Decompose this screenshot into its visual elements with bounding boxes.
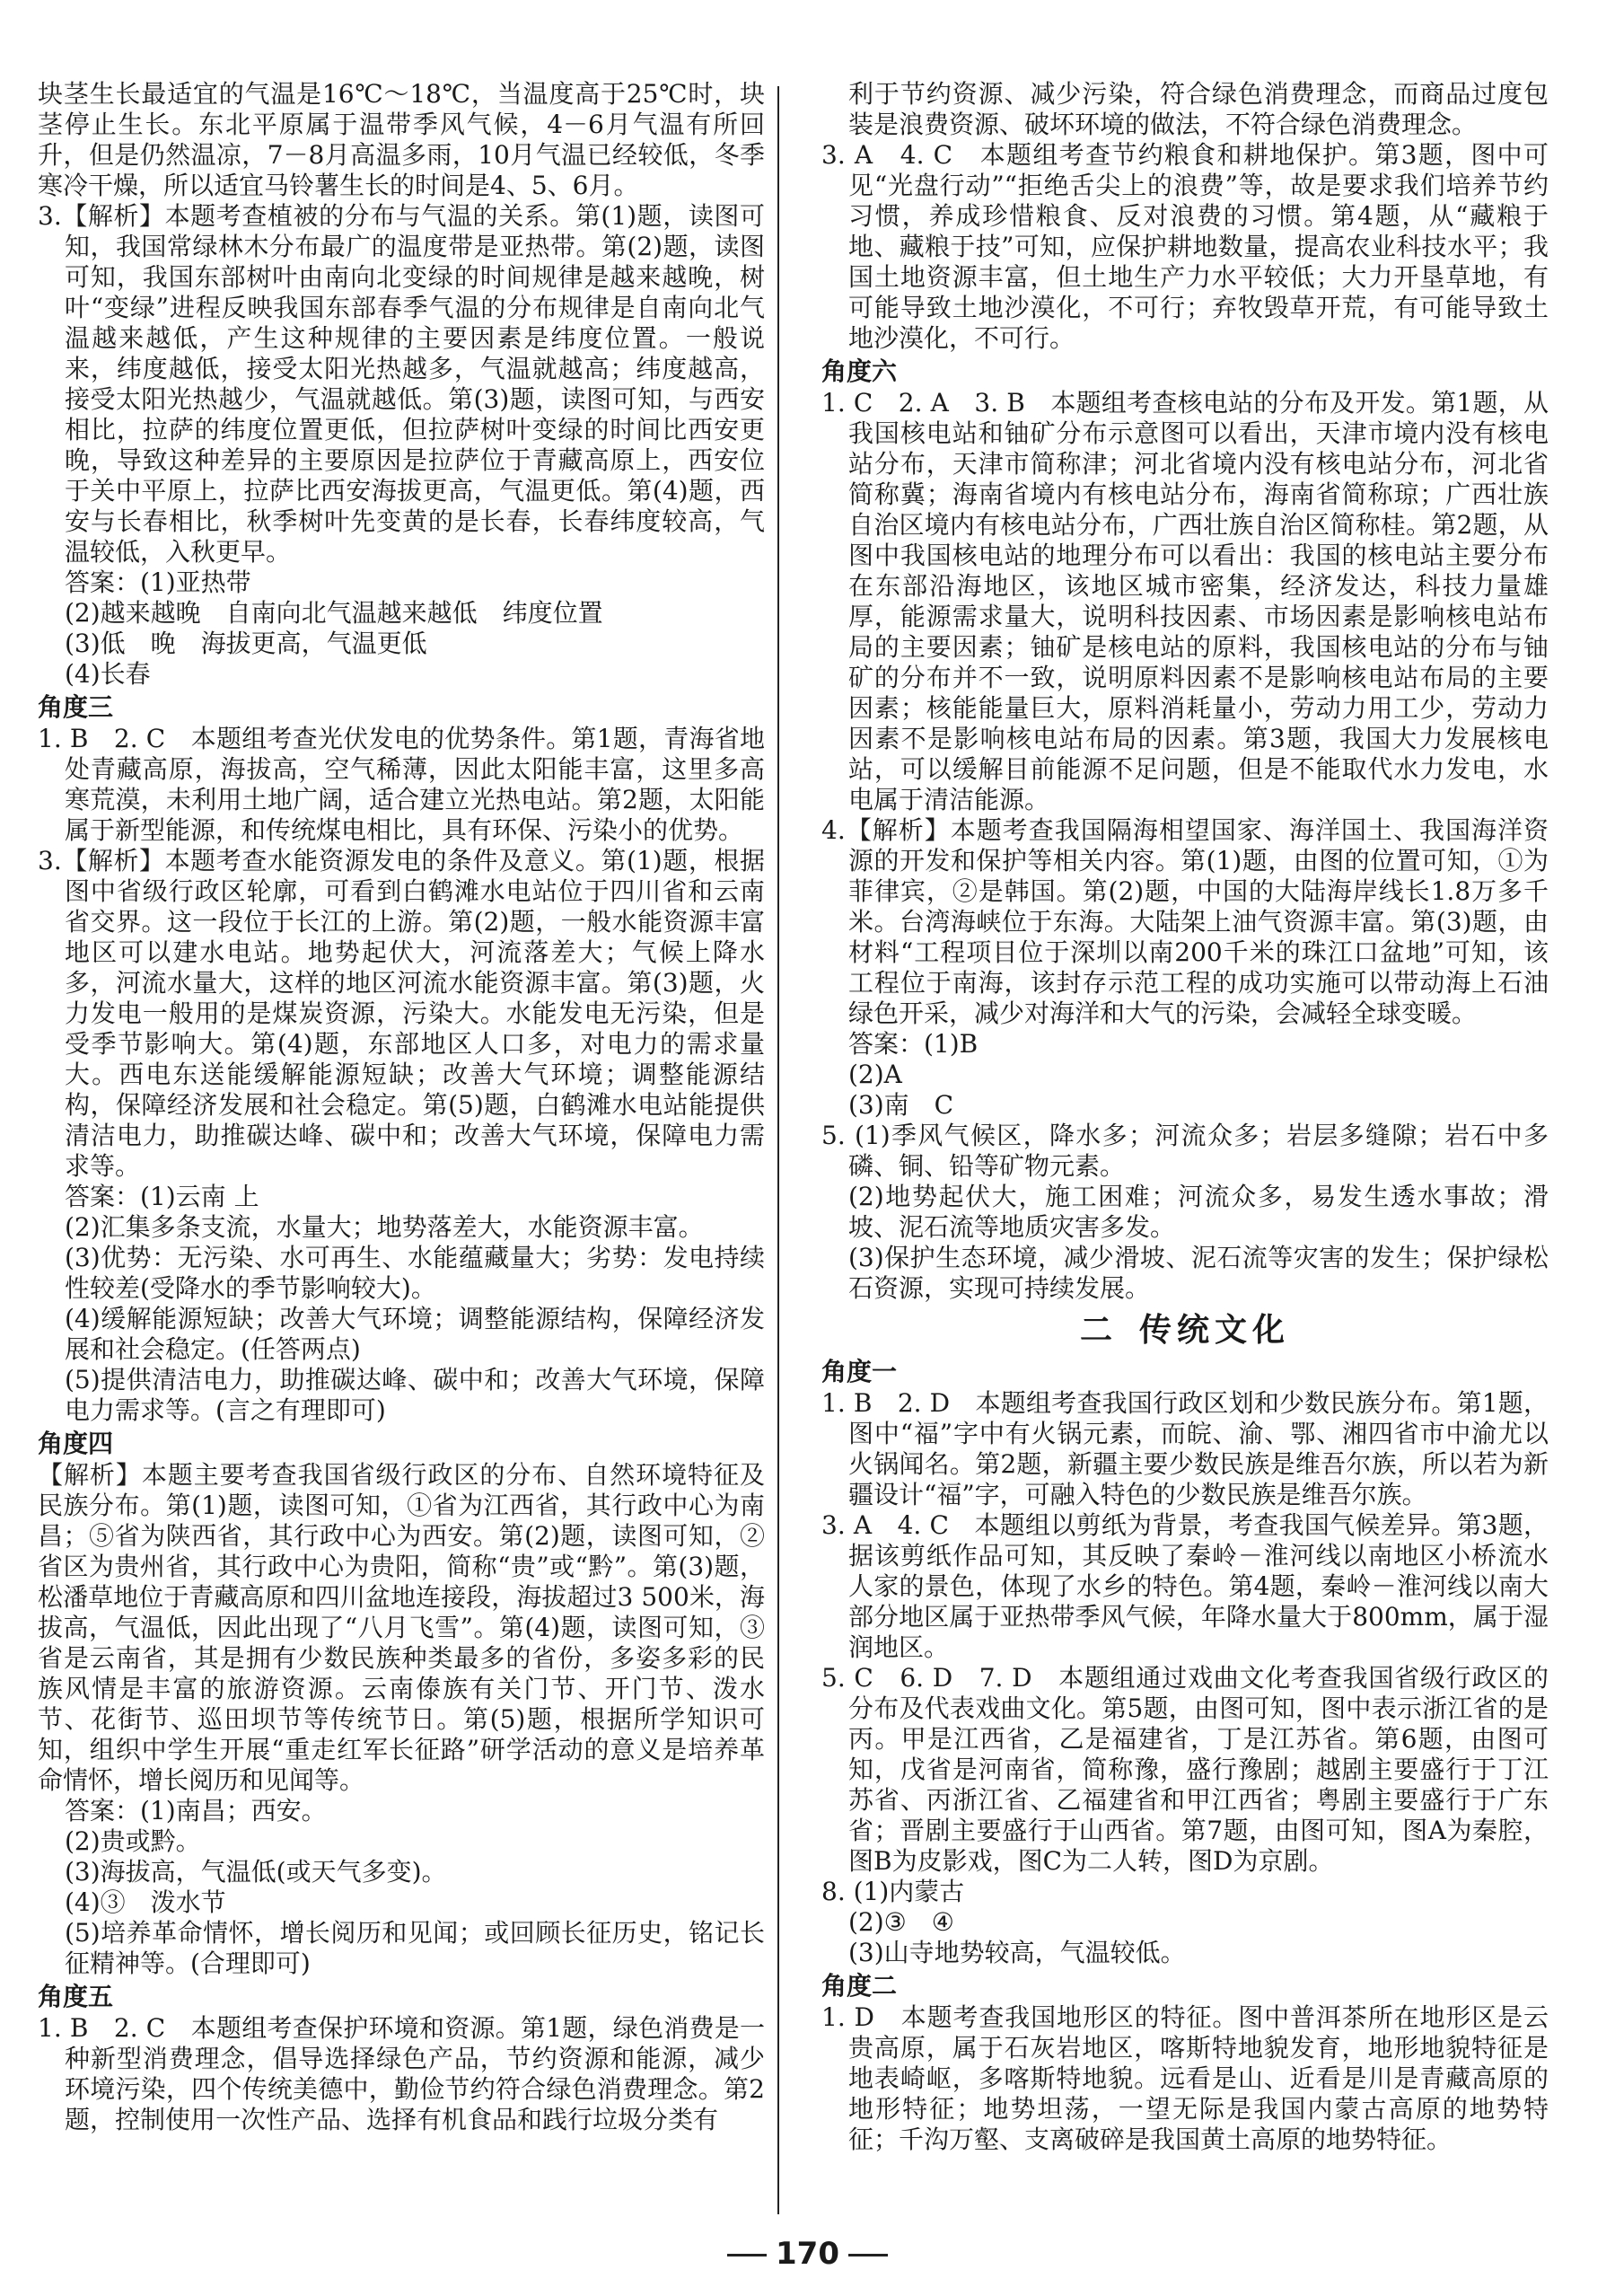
section-heading: 角度六 [821,356,898,386]
text-paragraph: 3. A 4. C 本题组以剪纸为背景，考查我国气候差异。第3题，据该剪纸作品可知，其反映了秦岭－淮河线以南地区小桥流水人家的景色，体现了水乡的特色。第4题，秦岭－淮河线以南大部分地区属于亚热带季风气候，年降水量大于800mm，属于湿润地区。 [821,1510,1549,1662]
text-paragraph: 3.【解析】本题考查植被的分布与气温的关系。第(1)题，读图可知，我国常绿林木分布最广的温度带是亚热带。第(2)题，读图可知，我国东部树叶由南向北变绿的时间规律是越来越晚，树叶“变绿”进程反映我国东部春季气温的分布规律是自南向北气温越来越低，产生这种规律的主要因素是纬度位置。一般说来，纬度越低，接受太阳光热越多，气温就越高；纬度越高，接受太阳光热越少，气温就越低。第(3)题，读图可知，与西安相比，拉萨的纬度位置更低，但拉萨树叶变绿的时间比西安更晚，导致这种差异的主要原因是拉萨位于青藏高原上，西安位于关中平原上，拉萨比西安海拔更高，气温更低。第(4)题，西安与长春相比，秋季树叶先变黄的是长春，长春纬度较高，气温较低，入秋更早。 [38,201,765,567]
text-paragraph: 5. C 6. D 7. D 本题组通过戏曲文化考查我国省级行政区的分布及代表戏曲文化。第5题，由图可知，图中表示浙江省的是丙。甲是江西省，乙是福建省，丁是江苏省。第6题，由图可知，戊省是河南省，简称豫，盛行豫剧；越剧主要盛行于丁江苏省、丙浙江省、乙福建省和甲江西省；粤剧主要盛行于广东省；晋剧主要盛行于山西省。第7题，由图可知，图A为秦腔，图B为皮影戏，图C为二人转，图D为京剧。 [821,1663,1549,1876]
text-paragraph: (2)越来越晚 自南向北气温越来越低 纬度位置 [65,598,603,628]
text-paragraph: 3.【解析】本题考查水能资源发电的条件及意义。第(1)题，根据图中省级行政区轮廓，可看到白鹤滩水电站位于四川省和云南省交界。这一段位于长江的上游。第(2)题，一般水能资源丰富地区可以建水电站。地势起伏大，河流落差大；气候上降水多，河流水量大，这样的地区河流水能资源丰富。第(3)题，火力发电一般用的是煤炭资源，污染大。水能发电无污染，但是受季节影响大。第(4)题，东部地区人口多，对电力的需求量大。西电东送能缓解能源短缺；改善大气环境；调整能源结构，保障经济发展和社会稳定。第(5)题，白鹤滩水电站能提供清洁电力，助推碳达峰、碳中和；改善大气环境，保障电力需求等。 [38,846,765,1181]
text-paragraph: 8. (1)内蒙古 [821,1877,965,1906]
text-paragraph: (3)海拔高，气温低(或天气多变)。 [65,1857,447,1887]
right-block-a [821,79,1549,1304]
text-paragraph: (2)贵或黔。 [65,1826,201,1856]
text-paragraph: (3)优势：无污染、水可再生、水能蕴藏量大；劣势：发电持续性较差(受降水的季节影响较大)。 [65,1243,765,1303]
text-paragraph: 答案：(1)B [848,1029,979,1059]
section-heading: 角度二 [821,1971,898,2001]
text-paragraph: (4)③ 泼水节 [65,1887,226,1917]
section-heading: 角度三 [38,692,114,722]
text-paragraph: 1. B 2. C 本题组考查保护环境和资源。第1题，绿色消费是一种新型消费理念，倡导选择绿色产品，节约资源和能源，减少环境污染，四个传统美德中，勤俭节约符合绿色消费理念。第2题，控制使用一次性产品、选择有机食品和践行垃圾分类有 [38,2013,765,2134]
chapter-heading [821,1307,1549,1354]
text-paragraph: 答案：(1)南昌；西安。 [65,1796,327,1825]
text-paragraph: 1. D 本题考查我国地形区的特征。图中普洱茶所在地形区是云贵高原，属于石灰岩地区，喀斯特地貌发育，地形地貌特征是地表崎岖，多喀斯特地貌。远看是山、近看是川是青藏高原的地形特征；地势坦荡，一望无际是我国内蒙古高原的地势特征；千沟万壑、支离破碎是我国黄土高原的地势特征。 [821,2002,1549,2154]
section-heading: 角度五 [38,1982,114,2011]
text-paragraph: 1. C 2. A 3. B 本题组考查核电站的分布及开发。第1题，从我国核电站和铀矿分布示意图可以看出，天津市境内没有核电站分布，天津市简称津；河北省境内没有核电站分布，河北省简称冀；海南省境内有核电站分布，海南省简称琼；广西壮族自治区境内有核电站分布，广西壮族自治区简称桂。第2题，从图中我国核电站的地理分布可以看出：我国的核电站主要分布在东部沿海地区，该地区城市密集，经济发达，科技力量雄厚，能源需求量大，说明科技因素、市场因素是影响核电站布局的主要因素；铀矿是核电站的原料，我国核电站的分布与铀矿的分布并不一致，说明原料因素不是影响核电站布局的主要因素；核能能量巨大，原料消耗量小，劳动力用工少，劳动力因素不是影响核电站布局的因素。第3题，我国大力发展核电站，可以缓解目前能源不足问题，但是不能取代水力发电，水电属于清洁能源。 [821,388,1549,814]
text-paragraph: 1. B 2. C 本题组考查光伏发电的优势条件。第1题，青海省地处青藏高原，海拔高，空气稀薄，因此太阳能丰富，这里多高寒荒漠，未利用土地广阔，适合建立光热电站。第2题，太阳能属于新型能源，和传统煤电相比，具有环保、污染小的优势。 [38,724,765,845]
text-paragraph: (2)汇集多条支流，水量大；地势落差大，水能资源丰富。 [65,1212,704,1242]
text-paragraph: (3)山寺地势较高，气温较低。 [848,1938,1186,1967]
section-heading: 角度一 [821,1357,898,1386]
text-paragraph: (4)缓解能源短缺；改善大气环境；调整能源结构，保障经济发展和社会稳定。(任答两点) [65,1304,765,1364]
text-paragraph: 【解析】本题主要考查我国省级行政区的分布、自然环境特征及民族分布。第(1)题，读图可知，①省为江西省，其行政中心为南昌；⑤省为陕西省，其行政中心为西安。第(2)题，读图可知，②省区为贵州省，其行政中心为贵阳，简称“贵”或“黔”。第(3)题，松潘草地位于青藏高原和四川盆地连接段，海拔超过3 500米，海拔高，气温低，因此出现了“八月飞雪”。第(4)题，读图可知，③省是云南省，其是拥有少数民族种类最多的省份，多姿多彩的民族风情是丰富的旅游资源。云南傣族有关门节、开门节、泼水节、花街节、巡田坝节等传统节日。第(5)题，根据所学知识可知，组织中学生开展“重走红军长征路”研学活动的意义是培养革命情怀，增长阅历和见闻等。 [38,1460,765,1795]
text-paragraph: (3)保护生态环境，减少滑坡、泥石流等灾害的发生；保护绿松石资源，实现可持续发展。 [848,1243,1549,1303]
right-column [821,79,1549,2155]
text-paragraph: (3)低 晚 海拔更高，气温更低 [65,629,427,658]
text-paragraph: (2)③ ④ [848,1907,954,1937]
text-paragraph: 答案：(1)云南 上 [65,1182,259,1211]
text-paragraph: 块茎生长最适宜的气温是16℃～18℃，当温度高于25℃时，块茎停止生长。东北平原属于温带季风气候，4－6月气温有所回升，但是仍然温凉，7－8月高温多雨，10月气温已经较低，冬季寒冷干燥，所以适宜马铃薯生长的时间是4、5、6月。 [38,79,765,200]
footer-dash-right [848,2254,888,2256]
chapter-number: 二 [1079,1312,1118,1349]
chapter-title: 传统文化 [1139,1312,1291,1349]
text-paragraph: (2)地势起伏大，施工困难；河流众多，易发生透水事故；滑坡、泥石流等地质灾害多发。 [848,1182,1549,1242]
text-paragraph: (4)长春 [65,659,151,689]
page-number: 170 [776,2236,839,2272]
text-paragraph: 4.【解析】本题考查我国隔海相望国家、海洋国土、我国海洋资源的开发和保护等相关内容。第(1)题，由图的位置可知，①为菲律宾，②是韩国。第(2)题，中国的大陆海岸线长1.8万多千米。台湾海峡位于东海。大陆架上油气资源丰富。第(3)题，由材料“工程项目位于深圳以南200千米的珠江口盆地”可知，该工程位于南海，该封存示范工程的成功实施可以带动海上石油绿色开采，减少对海洋和大气的污染，会减轻全球变暖。 [821,815,1549,1028]
text-paragraph: (2)A [848,1060,902,1089]
text-paragraph: (3)南 C [848,1090,954,1120]
page-footer [0,2236,1615,2272]
text-paragraph: 答案：(1)亚热带 [65,567,251,597]
right-block-b [821,1356,1549,2155]
column-divider [777,86,779,2214]
section-heading: 角度四 [38,1429,114,1458]
text-paragraph: 利于节约资源、减少污染，符合绿色消费理念，而商品过度包装是浪费资源、破坏环境的做法，不符合绿色消费理念。 [848,79,1549,139]
text-paragraph: (5)培养革命情怀，增长阅历和见闻；或回顾长征历史，铭记长征精神等。(合理即可) [65,1918,765,1978]
text-paragraph: (5)提供清洁电力，助推碳达峰、碳中和；改善大气环境，保障电力需求等。(言之有理即可) [65,1365,765,1425]
text-paragraph: 1. B 2. D 本题组考查我国行政区划和少数民族分布。第1题，图中“福”字中有火锅元素，而皖、渝、鄂、湘四省市中渝尤以火锅闻名。第2题，新疆主要少数民族是维吾尔族，所以若为新疆设计“福”字，可融入特色的少数民族是维吾尔族。 [821,1388,1549,1509]
footer-dash-left [727,2254,767,2256]
text-paragraph: 3. A 4. C 本题组考查节约粮食和耕地保护。第3题，图中可见“光盘行动”“拒绝舌尖上的浪费”等，故是要求我们培养节约习惯，养成珍惜粮食、反对浪费的习惯。第4题，从“藏粮于地、藏粮于技”可知，应保护耕地数量，提高农业科技水平；我国土地资源丰富，但土地生产力水平较低；大力开垦草地，有可能导致土地沙漠化，不可行；弃牧毁草开荒，有可能导致土地沙漠化，不可行。 [821,140,1549,353]
left-column [38,79,765,2135]
text-paragraph: 5. (1)季风气候区，降水多；河流众多；岩层多缝隙；岩石中多磷、铜、铅等矿物元素。 [821,1121,1549,1181]
